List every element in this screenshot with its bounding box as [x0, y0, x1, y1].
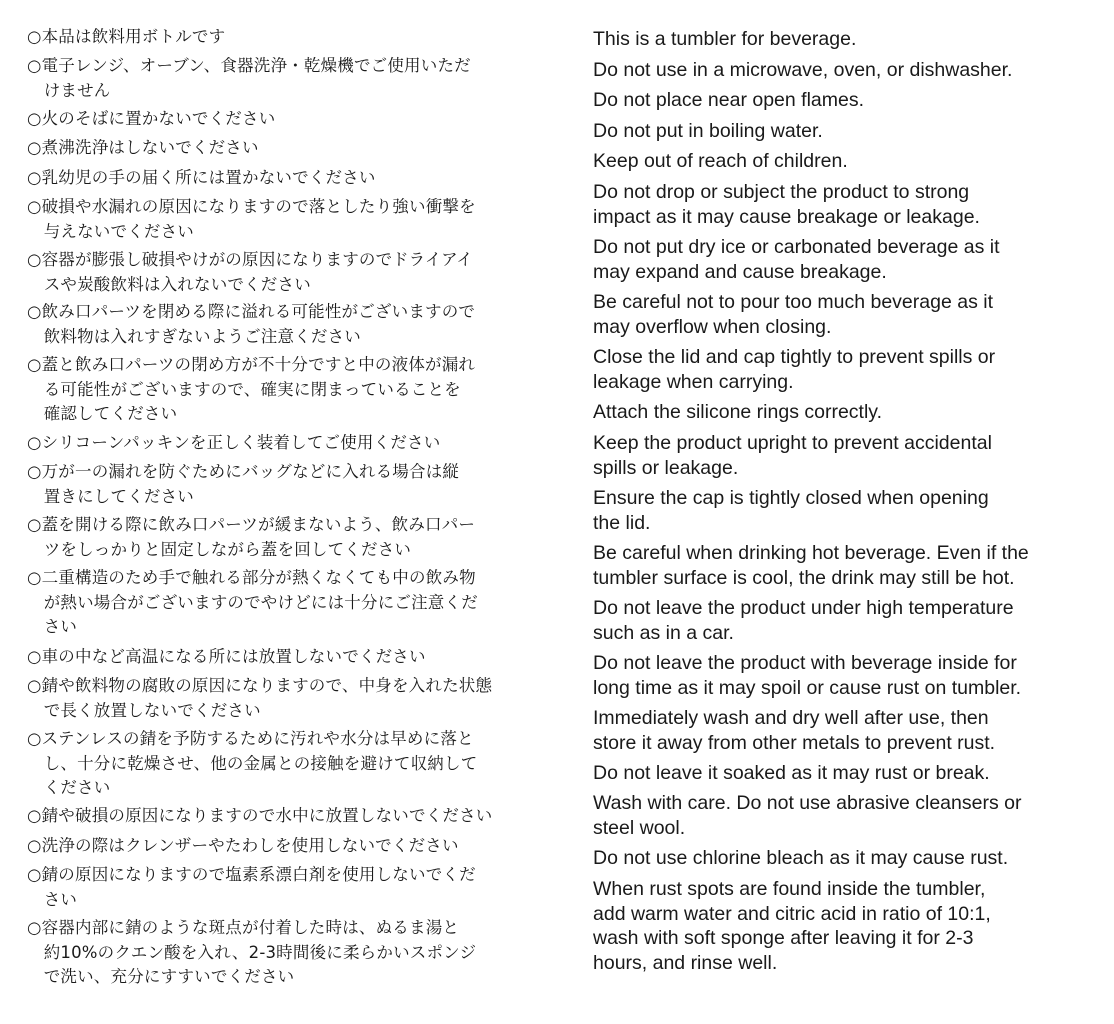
ja-note-11: ○万が一の漏れを防ぐためにバッグなどに入れる場合は縦 置きにしてください	[27, 462, 460, 506]
en-note-5: Keep out of reach of children.	[593, 150, 848, 172]
en-note-6: Do not drop or subject the product to strong impact as it may cause breakage or leakage.	[593, 181, 980, 228]
en-note-17: Do not leave it soaked as it may rust or break.	[593, 762, 990, 784]
en-note-2: Do not use in a microwave, oven, or dishwasher.	[593, 59, 1013, 81]
ja-note-17: ○錆や破損の原因になりますので水中に放置しないでください	[27, 806, 493, 825]
ja-note-16: ○ステンレスの錆を予防するために汚れや水分は早めに落と し、十分に乾燥させ、他の金属との接触を避けて収納して ください	[27, 729, 478, 797]
ja-note-1: ○本品は飲料用ボトルです	[27, 27, 226, 46]
ja-note-12: ○蓋を開ける際に飲み口パーツが緩まないよう、飲み口パー ツをしっかりと固定しながら蓋を回してください	[27, 515, 476, 559]
en-note-8: Be careful not to pour too much beverage as it may overflow when closing.	[593, 291, 993, 338]
ja-note-13: ○二重構造のため手で触れる部分が熱くなくても中の飲み物 が熱い場合がございますのでやけどには十分にご注意くだ さい	[27, 568, 478, 636]
ja-note-9: ○蓋と飲み口パーツの閉め方が不十分ですと中の液体が漏れ る可能性がございますので、確実に閉まっていることを 確認してください	[27, 355, 476, 423]
en-note-20: When rust spots are found inside the tumbler, add warm water and citric acid in ratio of 10:1, wash with soft sponge after leaving it for 2-3 hours, and rinse well.	[593, 878, 991, 974]
en-note-3: Do not place near open flames.	[593, 89, 865, 111]
ja-note-5: ○乳幼児の手の届く所には置かないでください	[27, 168, 376, 187]
en-note-16: Immediately wash and dry well after use, then store it away from other metals to prevent rust.	[593, 707, 996, 754]
en-note-19: Do not use chlorine bleach as it may cause rust.	[593, 847, 1009, 869]
ja-note-10: ○シリコーンパッキンを正しく装着してご使用ください	[27, 433, 441, 452]
en-note-4: Do not put in boiling water.	[593, 120, 823, 142]
ja-note-8: ○飲み口パーツを閉める際に溢れる可能性がございますので 飲料物は入れすぎないようご注意ください	[27, 302, 476, 346]
ja-note-2: ○電子レンジ、オーブン、食器洗浄・乾燥機でご使用いただ けません	[27, 56, 471, 100]
en-note-9: Close the lid and cap tightly to prevent spills or leakage when carrying.	[593, 346, 996, 393]
en-note-10: Attach the silicone rings correctly.	[593, 401, 883, 423]
en-note-7: Do not put dry ice or carbonated beverage as it may expand and cause breakage.	[593, 236, 1000, 283]
en-note-1: This is a tumbler for beverage.	[593, 28, 857, 50]
ja-note-18: ○洗浄の際はクレンザーやたわしを使用しないでください	[27, 836, 459, 855]
ja-note-20: ○容器内部に錆のような斑点が付着した時は、ぬるま湯と 約10%のクエン酸を入れ、2-3時間後に柔らかいスポンジ で洗い、充分にすすいでください	[27, 918, 477, 986]
ja-note-3: ○火のそばに置かないでください	[27, 109, 276, 128]
ja-note-19: ○錆の原因になりますので塩素系漂白剤を使用しないでくだ さい	[27, 865, 476, 909]
en-note-13: Be careful when drinking hot beverage. Even if the tumbler surface is cool, the drink may still be hot.	[593, 542, 1029, 589]
en-note-18: Wash with care. Do not use abrasive cleansers or steel wool.	[593, 792, 1022, 839]
en-note-15: Do not leave the product with beverage inside for long time as it may spoil or cause rust on tumbler.	[593, 652, 1022, 699]
ja-note-15: ○錆や飲料物の腐敗の原因になりますので、中身を入れた状態 で長く放置しないでください	[27, 676, 493, 720]
ja-note-7: ○容器が膨張し破損やけがの原因になりますのでドライアイ スや炭酸飲料は入れないでください	[27, 250, 473, 294]
en-note-14: Do not leave the product under high temperature such as in a car.	[593, 597, 1014, 644]
en-note-12: Ensure the cap is tightly closed when opening the lid.	[593, 487, 989, 534]
ja-note-14: ○車の中など高温になる所には放置しないでください	[27, 647, 426, 666]
en-note-11: Keep the product upright to prevent accidental spills or leakage.	[593, 432, 992, 479]
ja-note-4: ○煮沸洗浄はしないでください	[27, 138, 259, 157]
ja-note-6: ○破損や水漏れの原因になりますので落としたり強い衝撃を 与えないでください	[27, 197, 476, 241]
